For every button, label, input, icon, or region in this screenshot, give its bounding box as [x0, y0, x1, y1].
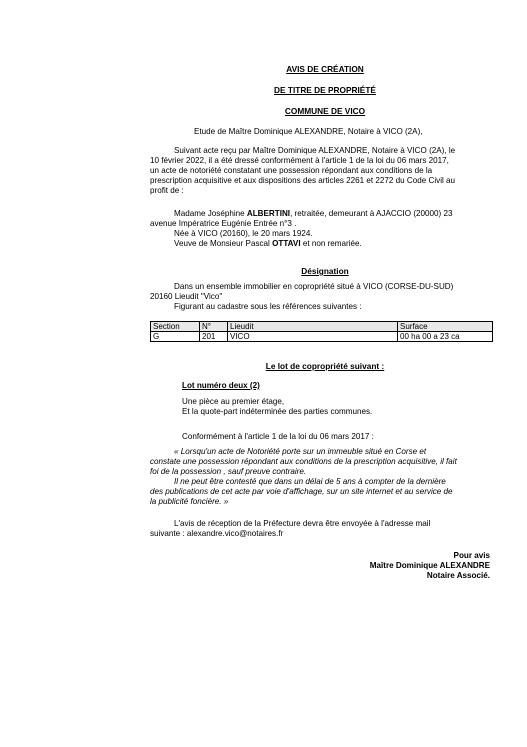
citation-line: la publicité foncière. » — [150, 497, 229, 506]
cadastre-header-section: Section — [151, 322, 200, 332]
cadastre-header-numero: N° — [200, 322, 228, 332]
conformement-line: Conformément à l'article 1 de la loi du 06 mars 2017 : — [182, 432, 374, 441]
beneficiaire-birth: Née à VICO (20160), le 20 mars 1924. — [174, 229, 313, 238]
citation-line: Il ne peut être contesté que dans un délai de 5 ans à compter de la dernière — [174, 477, 446, 486]
designation-paragraph — [150, 282, 490, 312]
citation-line: foi de la possession , sauf preuve contraire. — [150, 467, 307, 476]
beneficiaire-block — [150, 209, 490, 249]
beneficiaire-surname: ALBERTINI — [246, 209, 291, 218]
table-row — [151, 332, 493, 342]
title-avis: AVIS DE CRÉATION — [286, 64, 364, 74]
cadastre-cell-numero: 201 — [200, 332, 228, 342]
acte-line: 10 février 2022, il a été dressé conformément à l'article 1 de la loi du 06 mars 2017, — [150, 156, 449, 165]
reception-line: L'avis de réception de la Préfecture devra être envoyée à l'adresse mail — [174, 519, 431, 528]
lot-name: Lot numéro deux (2) — [182, 381, 260, 390]
beneficiaire-address: avenue Impératrice Eugénie Entrée n°3 . — [150, 219, 297, 228]
designation-line: 20160 Lieudit "Vico" — [150, 292, 223, 301]
signature-line: Pour avis — [453, 551, 490, 560]
lot-line: Et la quote-part indéterminée des parties communes. — [182, 407, 373, 416]
title-titre: DE TITRE DE PROPRIÉTÉ — [274, 85, 376, 95]
citation-line: des publications de cet acte par voie d'affichage, sur un site internet et au service de — [150, 487, 453, 496]
title-commune: COMMUNE DE VICO — [284, 106, 366, 116]
signature-line: Maître Dominique ALEXANDRE — [369, 561, 490, 570]
cadastre-cell-section: G — [151, 332, 200, 342]
designation-title: Désignation — [301, 266, 349, 276]
acte-line: profit de : — [150, 186, 184, 195]
cadastre-header-lieudit: Lieudit — [228, 322, 398, 332]
citation-line: constate une possession répondant aux conditions de la prescription acquisitive, il fait — [150, 457, 457, 466]
lot-line: Une pièce au premier étage, — [182, 397, 285, 406]
veuve-name: OTTAVI — [272, 239, 301, 248]
cadastre-header-row — [151, 322, 493, 332]
cadastre-cell-lieudit: VICO — [228, 332, 398, 342]
designation-line: Dans un ensemble immobilier en copropriété situé à VICO (CORSE-DU-SUD) — [174, 282, 454, 291]
beneficiaire-prefix: Madame Joséphine — [174, 209, 247, 218]
cadastre-cell-surface: 00 ha 00 a 23 ca — [398, 332, 493, 342]
citation-paragraph — [150, 447, 490, 507]
beneficiaire-veuve — [150, 239, 490, 249]
beneficiaire-line — [150, 209, 490, 219]
reception-paragraph — [150, 519, 490, 539]
veuve-prefix: Veuve de Monsieur Pascal — [174, 239, 273, 248]
signature-line: Notaire Associé. — [426, 571, 490, 580]
designation-line: Figurant au cadastre sous les références suivantes : — [174, 302, 362, 311]
veuve-suffix: et non remariée. — [300, 239, 362, 248]
citation-line: « Lorsqu'un acte de Notoriété porte sur un immeuble situé en Corse et — [174, 447, 427, 456]
reception-line: suivante : alexandre.vico@notaires.fr — [150, 529, 284, 538]
acte-line: Suivant acte reçu par Maître Dominique ALEXANDRE, Notaire à VICO (2A), le — [174, 146, 456, 155]
etude-line: Etude de Maître Dominique ALEXANDRE, Notaire à VICO (2A), — [194, 127, 423, 136]
acte-line: un acte de notoriété constatant une possession répondant aux conditions de la — [150, 166, 433, 175]
beneficiaire-rest: , retraitée, demeurant à AJACCIO (20000) 23 — [290, 209, 453, 218]
lot-title: Le lot de copropriété suivant : — [265, 361, 385, 371]
acte-line: prescription acquisitive et aux dispositions des articles 2261 et 2272 du Code Civil au — [150, 176, 456, 185]
signature-block — [370, 551, 490, 581]
lot-description — [182, 397, 372, 417]
cadastre-header-surface: Surface — [398, 322, 493, 332]
acte-paragraph — [150, 146, 490, 196]
cadastre-table — [150, 321, 493, 342]
